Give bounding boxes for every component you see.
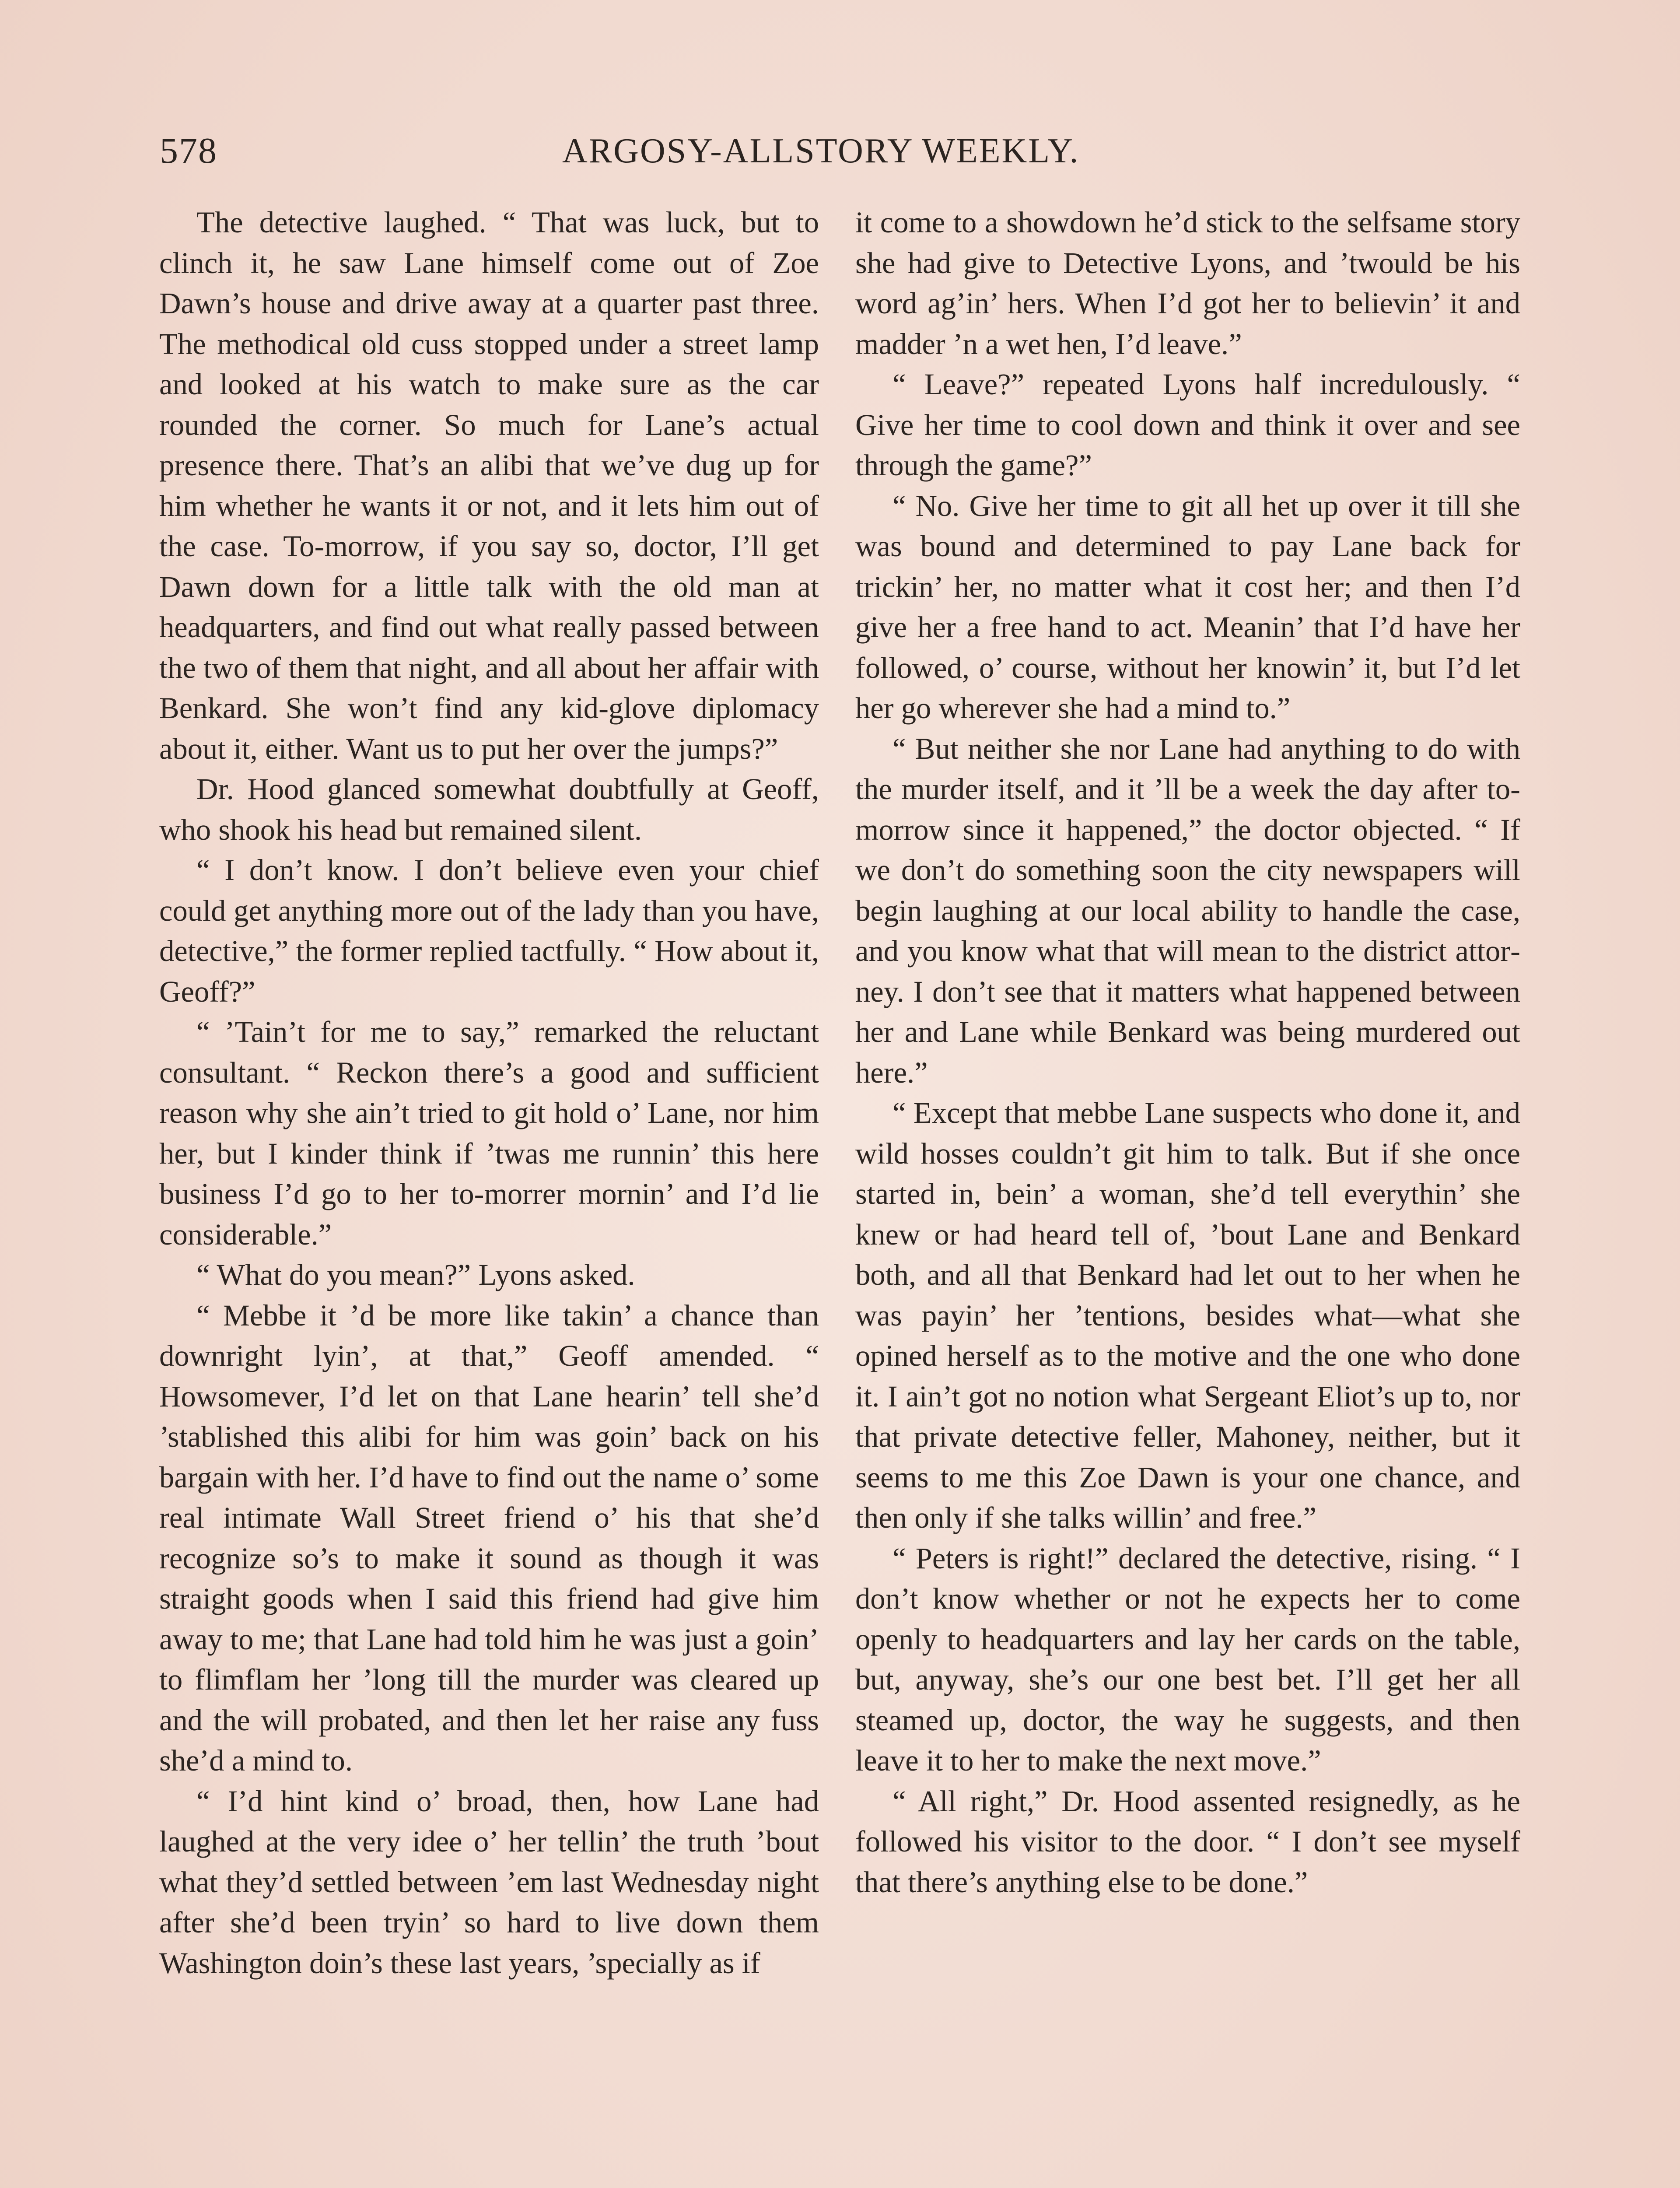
paragraph: “ Peters is right!” declared the detective, rising. “ I don’t know whether or not he expects her to come openly to headquarters and lay her cards on the table, but, anyway, she’s our one best bet. I’ll get her all steamed up, doctor, the way he suggests, and then leave it to her to make the next move.” bbox=[855, 1541, 1520, 1777]
paragraph: “ ’Tain’t for me to say,” remarked the reluctant consultant. “ Reckon there’s a good and sufficient reason why she ain’t tried to git hold o’ Lane, nor him her, but I kinder think if ’twas me runnin’ this here business I’d go to her to-morrer mornin’ and I’d lie considerable.” bbox=[159, 1015, 819, 1251]
running-head: ARGOSY-ALLSTORY WEEKLY. bbox=[562, 132, 1080, 170]
paragraph: Dr. Hood glanced somewhat doubtfully at Geoff, who shook his head but remained silent. bbox=[159, 772, 819, 846]
paragraph: “ But neither she nor Lane had anything to do with the murder itself, and it ’ll be a week the day after to-morrow since it happened,” the doctor objected. “ If we don’t do something soon the city newspapers will begin laughing at our local ability to handle the case, and you know what that will mean to the district attorney. I don’t see that it matters what happened between her and Lane while Benkard was being murdered out here.” bbox=[855, 732, 1520, 1089]
paragraph: “ No. Give her time to git all het up over it till she was bound and determined to pay Lane back for trickin’ her, no matter what it cost her; and then I’d give her a free hand to act. Meanin’ that I’d have her followed, o’ course, without her knowin’ it, but I’d let her go wherever she had a mind to.” bbox=[855, 489, 1520, 725]
paragraph: “ What do you mean?” Lyons asked. bbox=[196, 1258, 635, 1291]
left-text-column bbox=[159, 202, 819, 1983]
paragraph: “ Mebbe it ’d be more like takin’ a chance than downright lyin’, at that,” Geoff amended. “ Howsomever, I’d let on that Lane hearin’ tell she’d ’stablished this alibi for him was goin’ back on his bargain with her. I’d have to find out the name o’ some real intimate Wall Street friend o’ his that she’d recognize so’s to make it sound as though it was straight goods when I said this friend had give him away to me; that Lane had told him he was just a goin’ to flimflam her ’long till the murder was cleared up and the will probated, and then let her raise any fuss she’d a mind to. bbox=[159, 1298, 819, 1777]
paragraph: it come to a showdown he’d stick to the selfsame story she had give to Detective Lyons, and ’twould be his word ag’in’ hers. When I’d got her to believin’ it and madder ’n a wet hen, I’d leave.” bbox=[855, 206, 1520, 361]
paragraph: “ All right,” Dr. Hood assented resignedly, as he followed his visitor to the door. “ I don’t see myself that there’s anything else to be done.” bbox=[855, 1784, 1520, 1899]
paragraph: “ Except that mebbe Lane suspects who done it, and wild hosses couldn’t git him to talk. But if she once started in, bein’ a woman, she’d tell everythin’ she knew or had heard tell of, ’bout Lane and Benkard both, and all that Benkard had let out to her when he was payin’ her ’tentions, besides what—what she opined herself as to the motive and the one who done it. I ain’t got no notion what Sergeant Eliot’s up to, nor that private detective feller, Mahoney, neither, but it seems to me this Zoe Dawn is your one chance, and then only if she talks willin’ and free.” bbox=[855, 1096, 1520, 1534]
paragraph: “ I’d hint kind o’ broad, then, how Lane had laughed at the very idee o’ her tellin’ the truth ’bout what they’d settled between ’em last Wednesday night after she’d been tryin’ so hard to live down them Washington doin’s these last years, ’specially as if bbox=[159, 1784, 819, 1980]
paragraph: “ Leave?” repeated Lyons half incredulously. “ Give her time to cool down and think it over and see through the game?” bbox=[855, 368, 1520, 482]
paragraph: “ I don’t know. I don’t believe even your chief could get anything more out of the lady than you have, detective,” the former replied tactfully. “ How about it, Geoff?” bbox=[159, 853, 819, 1008]
paragraph: The detective laughed. “ That was luck, but to clinch it, he saw Lane himself come out of Zoe Dawn’s house and drive away at a quarter past three. The methodical old cuss stopped under a street lamp and looked at his watch to make sure as the car rounded the corner. So much for Lane’s actual presence there. That’s an alibi that we’ve dug up for him whether he wants it or not, and it lets him out of the case. To-morrow, if you say so, doctor, I’ll get Dawn down for a little talk with the old man at headquarters, and find out what really passed between the two of them that night, and all about her affair with Benkard. She won’t find any kid-glove diplomacy about it, either. Want us to put her over the jumps?” bbox=[159, 206, 819, 765]
page-header bbox=[160, 127, 1113, 175]
right-text-column bbox=[855, 202, 1520, 1902]
page-number: 578 bbox=[160, 130, 217, 171]
